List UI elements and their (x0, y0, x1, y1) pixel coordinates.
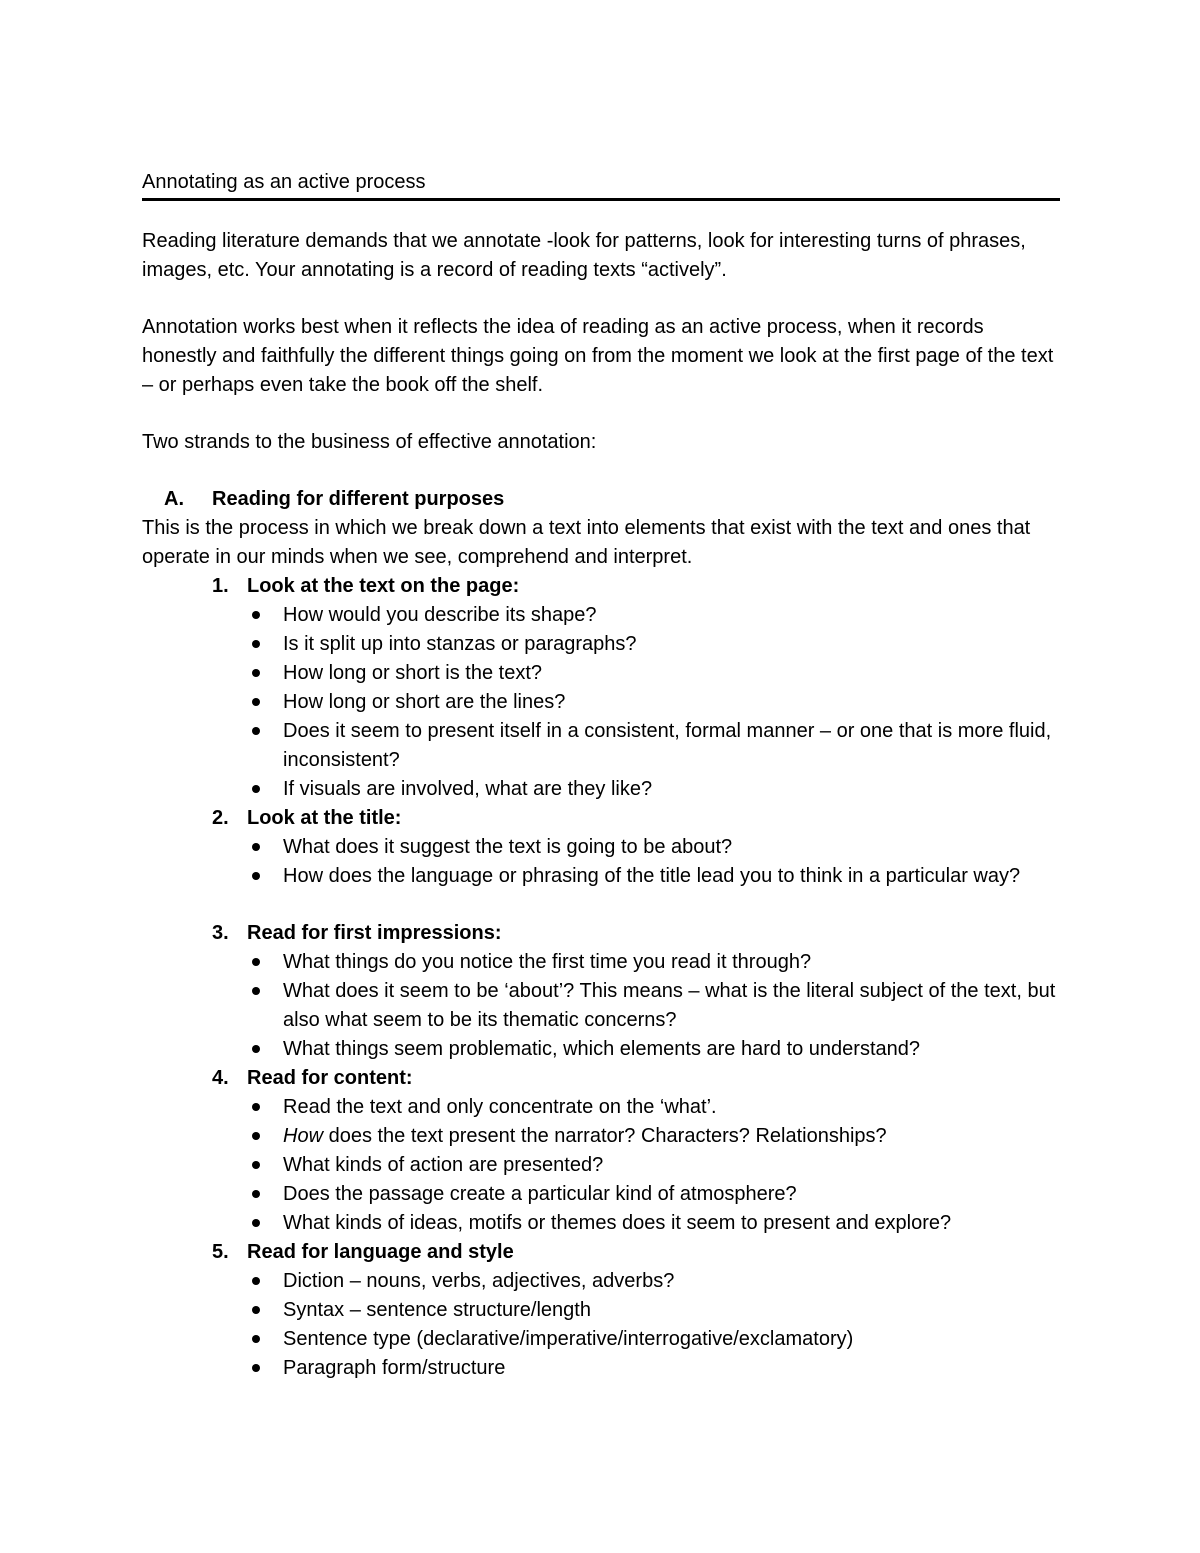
bullet-item: What does it seem to be ‘about’? This means – what is the literal subject of the text, but also what seem to be its thematic concerns? (247, 977, 1060, 1035)
bullet-list (247, 833, 1060, 891)
bullet-icon (252, 727, 260, 735)
step-heading: Look at the text on the page: (247, 575, 520, 597)
bullet-icon (252, 698, 260, 706)
steps-list (142, 572, 1060, 1383)
bullet-item: What kinds of ideas, motifs or themes does it seem to present and explore? (247, 1209, 1060, 1238)
bullet-item: Does it seem to present itself in a consistent, formal manner – or one that is more fluid, inconsistent? (247, 717, 1060, 775)
annotation-paragraph: Annotation works best when it reflects the idea of reading as an active process, when it records honestly and faithfully the different things going on from the moment we look at the first page of the text – or perhaps even take the book off the shelf. (142, 316, 1054, 396)
step-heading: Look at the title: (247, 807, 402, 829)
bullet-item: How long or short are the lines? (247, 688, 1060, 717)
bullet-icon (252, 640, 260, 648)
intro-paragraph: Reading literature demands that we annotate -look for patterns, look for interesting turns of phrases, images, etc. Your annotating is a record of reading texts “actively”. (142, 230, 1026, 281)
step-heading: Read for first impressions: (247, 922, 502, 944)
bullet-icon (252, 1045, 260, 1053)
step-item (142, 572, 1060, 804)
step-number: 4. (212, 1067, 229, 1089)
bullet-icon (252, 669, 260, 677)
bullet-item: If visuals are involved, what are they like? (247, 775, 1060, 804)
bullet-icon (252, 611, 260, 619)
step-heading: Read for language and style (247, 1241, 514, 1263)
section-a-heading (142, 485, 1060, 514)
bullet-icon (252, 872, 260, 880)
step-number: 2. (212, 807, 229, 829)
bullet-icon (252, 785, 260, 793)
bullet-item: How long or short is the text? (247, 659, 1060, 688)
bullet-icon (252, 1190, 260, 1198)
bullet-icon (252, 1335, 260, 1343)
bullet-item: Does the passage create a particular kind of atmosphere? (247, 1180, 1060, 1209)
step-number: 5. (212, 1241, 229, 1263)
bullet-item: How does the text present the narrator? Characters? Relationships? (247, 1122, 1060, 1151)
step-number: 3. (212, 922, 229, 944)
bullet-item: Read the text and only concentrate on the ‘what’. (247, 1093, 1060, 1122)
bullet-icon (252, 987, 260, 995)
bullet-item: What kinds of action are presented? (247, 1151, 1060, 1180)
bullet-icon (252, 1103, 260, 1111)
bullet-list (247, 1267, 1060, 1383)
bullet-icon (252, 843, 260, 851)
step-item (142, 919, 1060, 1064)
bullet-item: What things do you notice the first time you read it through? (247, 948, 1060, 977)
italic-emphasis: How (283, 1125, 324, 1147)
section-a-title: Reading for different purposes (212, 488, 505, 510)
bullet-item: What does it suggest the text is going to be about? (247, 833, 1060, 862)
section-a-intro: This is the process in which we break down a text into elements that exist with the text and ones that operate in our minds when we see, comprehend and interpret. (142, 517, 1031, 568)
bullet-item: Diction – nouns, verbs, adjectives, adverbs? (247, 1267, 1060, 1296)
bullet-item: Is it split up into stanzas or paragraphs? (247, 630, 1060, 659)
step-item (142, 1064, 1060, 1238)
step-item (142, 804, 1060, 891)
bullet-item: Syntax – sentence structure/length (247, 1296, 1060, 1325)
bullet-icon (252, 1219, 260, 1227)
bullet-icon (252, 1306, 260, 1314)
bullet-list (247, 948, 1060, 1064)
document-page (142, 168, 1060, 1383)
bullet-icon (252, 958, 260, 966)
bullet-item: How would you describe its shape? (247, 601, 1060, 630)
step-heading: Read for content: (247, 1067, 413, 1089)
bullet-icon (252, 1161, 260, 1169)
section-a-letter: A. (164, 488, 184, 510)
title-underline (142, 198, 1060, 201)
bullet-list (247, 1093, 1060, 1238)
bullet-item: What things seem problematic, which elements are hard to understand? (247, 1035, 1060, 1064)
bullet-list (247, 601, 1060, 804)
bullet-icon (252, 1277, 260, 1285)
bullet-item: Paragraph form/structure (247, 1354, 1060, 1383)
bullet-item: Sentence type (declarative/imperative/interrogative/exclamatory) (247, 1325, 1060, 1354)
bullet-icon (252, 1364, 260, 1372)
step-number: 1. (212, 575, 229, 597)
step-item (142, 1238, 1060, 1383)
bullet-icon (252, 1132, 260, 1140)
document-title: Annotating as an active process (142, 171, 426, 193)
bullet-item: How does the language or phrasing of the title lead you to think in a particular way? (247, 862, 1060, 891)
strands-paragraph: Two strands to the business of effective annotation: (142, 431, 597, 453)
